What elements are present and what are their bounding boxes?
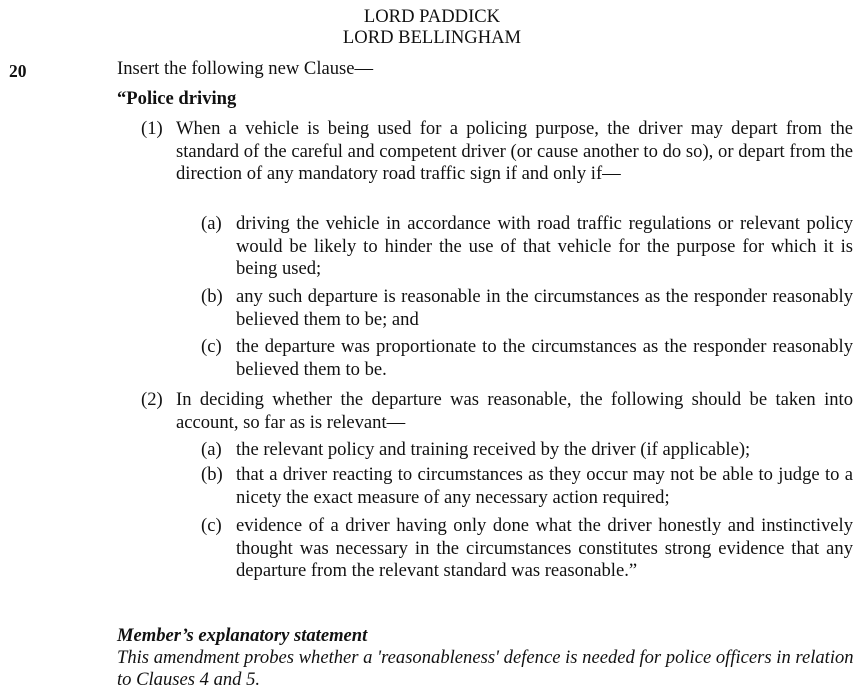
paragraph-1b: [201, 286, 853, 331]
paragraph-2a: [201, 439, 853, 462]
subsection-number: (2): [141, 389, 163, 410]
sponsor-names: [0, 6, 864, 48]
paragraph-text: the relevant policy and training received by the driver (if applicable);: [236, 439, 751, 460]
paragraph-text: evidence of a driver having only done what the driver honestly and instinctively thought was necessary in the circumstances constitutes strong evidence that any departure from the relevant standard was reasonable.”: [236, 515, 853, 582]
paragraph-text: any such departure is reasonable in the circumstances as the responder reasonably believed them to be; and: [236, 286, 853, 330]
paragraph-2c: [201, 515, 853, 583]
paragraph-text: the departure was proportionate to the circumstances as the responder reasonably believed them to be.: [236, 336, 853, 380]
paragraph-number: (b): [201, 464, 223, 485]
line-number: 20: [9, 61, 27, 81]
clause-heading: “Police driving: [117, 88, 237, 109]
subsection-2: [141, 389, 853, 434]
paragraph-1c: [201, 336, 853, 381]
paragraph-text: that a driver reacting to circumstances as they occur may not be able to judge to a nicety the exact measure of any necessary action required;: [236, 464, 853, 508]
paragraph-number: (b): [201, 286, 223, 307]
explanatory-statement-text: This amendment probes whether a 'reasonableness' defence is needed for police officers in relation to Clauses 4 and 5.: [117, 647, 854, 690]
sponsor-name: LORD BELLINGHAM: [342, 27, 522, 48]
subsection-text: In deciding whether the departure was reasonable, the following should be taken into account, so far as is relevant—: [176, 389, 853, 433]
paragraph-1a: [201, 213, 853, 281]
paragraph-number: (a): [201, 213, 222, 234]
explanatory-statement: [117, 625, 857, 691]
paragraph-text: driving the vehicle in accordance with road traffic regulations or relevant policy would be likely to hinder the use of that vehicle for the purpose for which it is being used;: [236, 213, 853, 280]
sponsor-name: LORD PADDICK: [363, 6, 501, 27]
paragraph-2b: [201, 464, 853, 509]
paragraph-number: (a): [201, 439, 222, 460]
explanatory-statement-heading: Member’s explanatory statement: [117, 625, 368, 646]
subsection-number: (1): [141, 118, 163, 139]
amendment-instruction: Insert the following new Clause—: [117, 58, 374, 79]
paragraph-number: (c): [201, 515, 222, 536]
subsection-1: [141, 118, 853, 186]
subsection-text: When a vehicle is being used for a policing purpose, the driver may depart from the standard of the careful and competent driver (or cause another to do so), or depart from the direction of any mandatory road traffic sign if and only if—: [176, 118, 853, 185]
paragraph-number: (c): [201, 336, 222, 357]
